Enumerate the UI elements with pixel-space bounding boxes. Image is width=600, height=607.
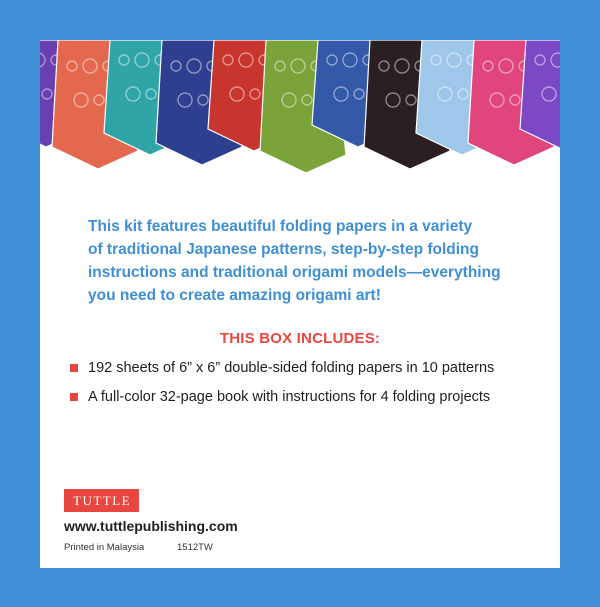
list-item xyxy=(70,387,540,407)
includes-list xyxy=(70,358,540,416)
includes-heading: THIS BOX INCLUDES: xyxy=(219,330,381,347)
intro-line: of traditional Japanese patterns, step-by-step folding xyxy=(88,241,479,258)
printed-in-text: Printed in Malaysia xyxy=(64,542,145,553)
intro-text xyxy=(88,215,528,307)
bullet-icon xyxy=(70,364,78,372)
tuttle-logo: TUTTLE xyxy=(64,489,139,512)
bullet-icon xyxy=(70,393,78,401)
intro-line: This kit features beautiful folding papers in a variety xyxy=(88,218,473,235)
product-code: 1512TW xyxy=(177,542,213,553)
list-item xyxy=(70,358,540,378)
website-url: www.tuttlepublishing.com xyxy=(64,518,238,534)
intro-line: you need to create amazing origami art! xyxy=(88,287,381,304)
origami-papers-banner xyxy=(40,40,560,180)
intro-line: instructions and traditional origami models—everything xyxy=(88,264,501,281)
list-item-text: 192 sheets of 6” x 6” double-sided folding papers in 10 patterns xyxy=(88,360,495,376)
origami-papers-illustration xyxy=(40,40,560,180)
list-item-text: A full-color 32-page book with instructions for 4 folding projects xyxy=(88,389,491,405)
cover-panel xyxy=(40,40,560,568)
